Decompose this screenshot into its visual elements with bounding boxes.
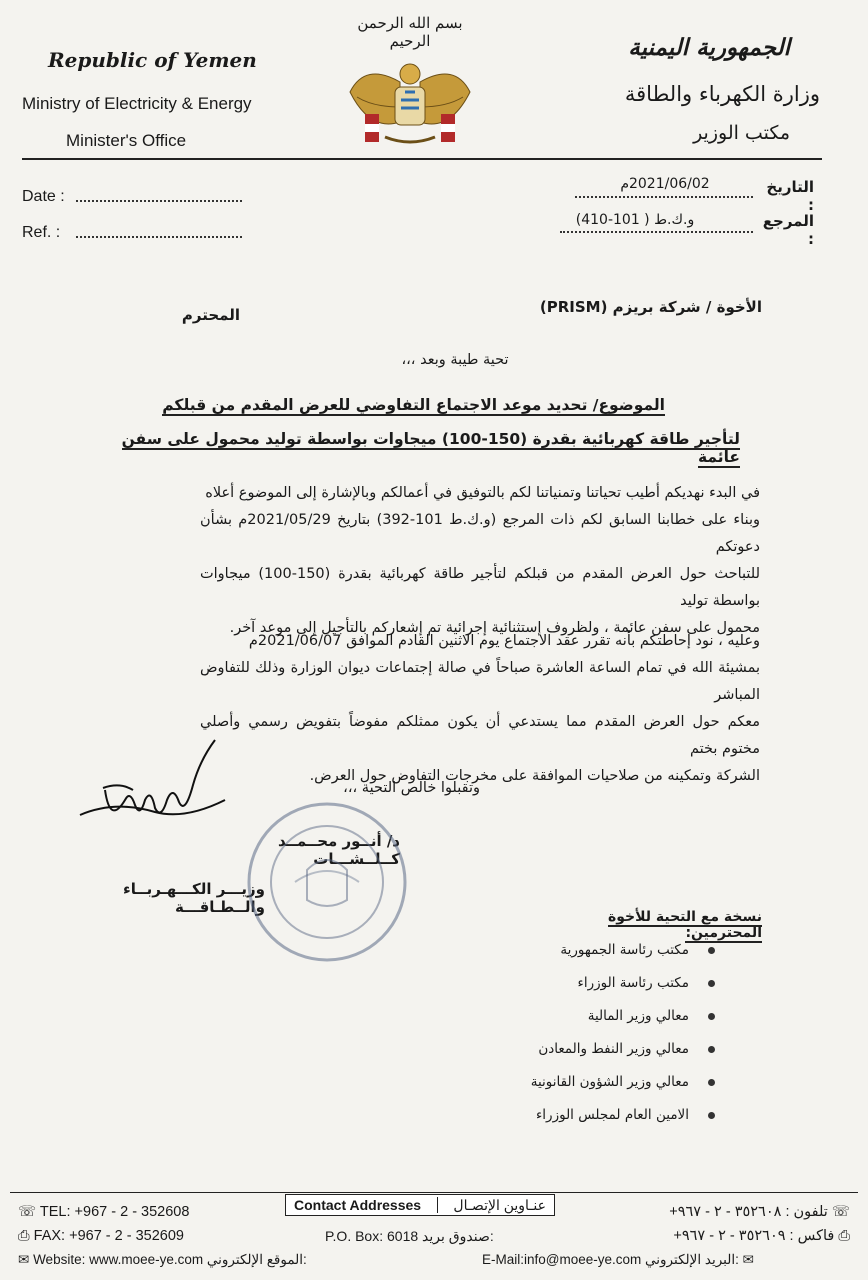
date-dots-ar [575, 196, 753, 198]
bullet-icon [708, 1046, 715, 1053]
ministry-name-ar: وزارة الكهرباء والطاقة [624, 82, 820, 106]
header-title-en: Republic of Yemen [48, 48, 257, 72]
ministry-name-en: Ministry of Electricity & Energy [22, 94, 252, 113]
body-p1-line: وبناء على خطابنا السابق لكم ذات المرجع (و.ك.ط 101-392) بتاريخ 2021/05/29م بشأن دعوتكم [200, 512, 760, 555]
body-p2-line: بمشيئة الله في تمام الساعة العاشرة صباحاً في صالة إجتماعات ديوان الوزارة وذلك للتفاوض المباشر [200, 660, 760, 703]
body-p2-line: وعليه ، نود إحاطتكم بأنه تقرر عقد الاجتماع يوم الاثنين القادم الموافق 2021/06/07م [248, 633, 760, 649]
subject-line-1: الموضوع/ تحديد موعد الاجتماع التفاوضي للعرض المقدم من قبلكم [162, 396, 665, 414]
body-p2-line: الشركة وتمكينه من صلاحيات الموافقة على مخرجات التفاوض حول العرض. [309, 768, 760, 784]
cc-item: مكتب رئاسة الوزراء [470, 975, 715, 1008]
bullet-icon [708, 1013, 715, 1020]
office-name-en: Minister's Office [66, 131, 187, 150]
body-p1-line: للتباحث حول العرض المقدم من قبلكم لتأجير طاقة كهربائية بقدرة (150-100) ميجاوات بواسطة توليد [200, 566, 760, 609]
ref-dots-ar [560, 231, 753, 233]
contact-addresses-box: Contact Addresses عنـاوين الإتصـال [285, 1194, 555, 1216]
body-p2-line: معكم حول العرض المقدم مما يستدعي أن يكون ممثلكم مفوضاً بتفويض رسمي وأصلي مختوم بختم [200, 714, 760, 757]
official-stamp-icon [245, 800, 410, 965]
date-value: 2021/06/02م [620, 176, 710, 192]
footer-divider [10, 1192, 858, 1193]
cc-list [470, 942, 715, 1140]
cc-heading: نسخة مع التحية للأخوة المحترمين: [607, 909, 762, 941]
footer-fax-ar: ⎙ فاكس : ٣٥٢٦٠٩ - ٢ - ٩٦٧+ [673, 1228, 850, 1244]
addressee: الأخوة / شركة بريزم (PRISM) [539, 298, 762, 316]
bullet-icon [708, 980, 715, 987]
ref-dots-en [76, 236, 242, 238]
footer-website[interactable]: ✉ Website: www.moee-ye.com الموقع الإلكتروني: [18, 1252, 307, 1267]
footer-tel-en: ☏ TEL: +967 - 2 - 352608 [18, 1204, 190, 1220]
basmala: بسم الله الرحمن الرحيم [357, 14, 463, 50]
body-paragraph-1 [200, 480, 760, 642]
header-divider [22, 158, 822, 160]
mail-icon: ✉ [18, 1252, 34, 1267]
footer-pobox: P.O. Box: 6018 صندوق بريد: [325, 1228, 494, 1244]
greeting: تحية طيبة وبعد ،،، [401, 352, 509, 368]
fax-icon: ⎙ [18, 1228, 34, 1244]
cc-item: معالي وزير النفط والمعادن [470, 1041, 715, 1074]
cc-item: الامين العام لمجلس الوزراء [470, 1107, 715, 1140]
signer-title: وزيـــر الكـــهـربــاء والــطـاقـــة [123, 880, 265, 916]
date-dots-en [76, 200, 242, 202]
cc-item: مكتب رئاسة الجمهورية [470, 942, 715, 975]
honorific: المحترم [181, 306, 240, 324]
closing: وتقبلوا خالص التحية ،،، [343, 780, 480, 796]
ref-value: و.ك.ط ( 101-410) [575, 212, 695, 228]
bullet-icon [708, 947, 715, 954]
bullet-icon [708, 1079, 715, 1086]
phone-icon: ☏ [827, 1204, 850, 1220]
phone-icon: ☏ [18, 1204, 40, 1220]
footer-fax-en: ⎙ FAX: +967 - 2 - 352609 [18, 1228, 184, 1244]
cc-item: معالي وزير الشؤون القانونية [470, 1074, 715, 1107]
yemen-emblem-icon [345, 52, 475, 147]
footer-tel-ar: ☏ تلفون : ٣٥٢٦٠٨ - ٢ - ٩٦٧+ [669, 1204, 850, 1220]
date-label-ar: التاريخ : [766, 178, 814, 214]
ref-label-ar: المرجع : [762, 212, 814, 248]
signer-name: د/ أنــور محــمــد كــلــشـــات [277, 832, 400, 868]
subject-line-2: لتأجير طاقة كهربائية بقدرة (150-100) ميجاوات بواسطة توليد محمول على سفن عائمة [121, 430, 740, 466]
cc-item: معالي وزير المالية [470, 1008, 715, 1041]
office-name-ar: مكتب الوزير [693, 122, 790, 144]
body-p1-line: محمول على سفن عائمة ، ولظروف إستثنائية إجرائية تم إشعاركم بالتأجيل إلى موعد آخر. [229, 620, 760, 636]
date-label-en: Date : [22, 188, 65, 205]
bullet-icon [708, 1112, 715, 1119]
footer-email[interactable]: E-Mail:info@moee-ye.com البريد الإلكتروني: ✉ [482, 1252, 754, 1267]
body-paragraph-2 [200, 628, 760, 790]
body-p1-line: في البدء نهديكم أطيب تحياتنا وتمنياتنا لكم بالتوفيق في أعمالكم وبالإشارة إلى الموضوع أعلاه [205, 485, 760, 501]
fax-icon: ⎙ [834, 1228, 850, 1244]
ref-label-en: Ref. : [22, 224, 61, 241]
mail-icon: ✉ [738, 1252, 754, 1267]
republic-name-ar: الجمهورية اليمنية [628, 34, 790, 61]
